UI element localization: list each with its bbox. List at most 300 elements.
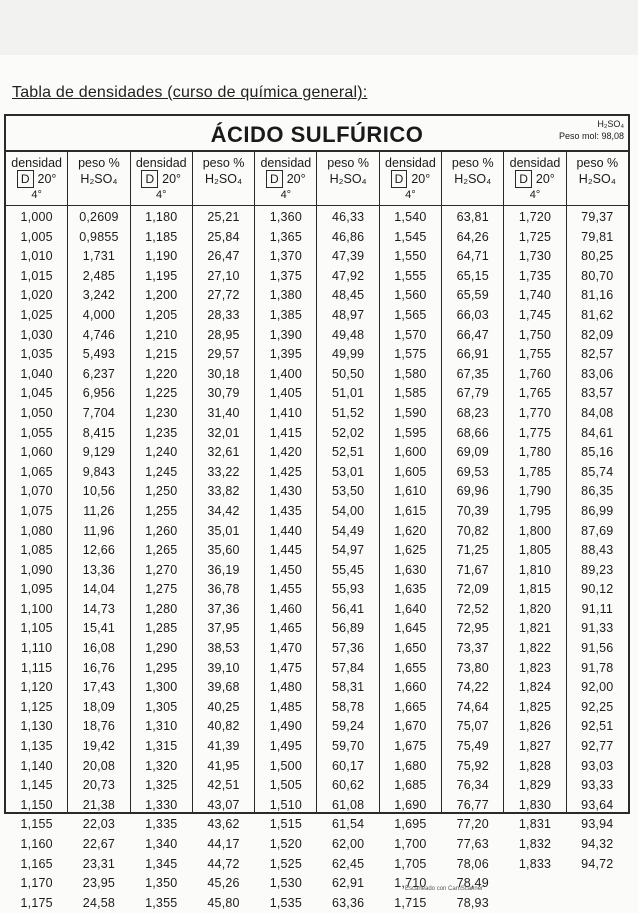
weight-percent-value: 37,95	[207, 621, 240, 636]
weight-percent-value: 56,41	[331, 601, 365, 616]
density-value: 1,710	[394, 876, 427, 891]
weight-percent-value: 50,50	[331, 366, 365, 381]
weight-percent-value: 59,70	[331, 739, 365, 754]
weight-percent-value: 76,77	[456, 797, 489, 812]
density-value: 1,485	[269, 699, 302, 714]
weight-percent-value: 61,08	[331, 797, 365, 812]
weight-header-formula: H₂SO₄	[329, 172, 367, 186]
table-banner	[6, 116, 628, 152]
weight-percent-value: 0,2609	[79, 210, 119, 224]
weight-percent-value: 82,09	[581, 327, 614, 342]
weight-percent-value: 30,18	[207, 366, 240, 381]
weight-percent-value: 11,26	[83, 503, 115, 518]
density-value: 1,760	[518, 366, 552, 381]
weight-percent-value: 22,03	[82, 817, 116, 832]
density-value: 1,355	[145, 895, 178, 910]
weight-percent-value: 59,24	[331, 719, 365, 734]
density-value: 1,280	[145, 601, 178, 616]
weight-percent-value: 3,242	[82, 288, 116, 303]
density-value: 1,140	[20, 758, 53, 773]
weight-percent-value: 72,95	[456, 621, 489, 636]
density-value: 1,833	[518, 856, 552, 871]
weight-percent-value: 63,81	[456, 210, 489, 224]
density-value: 1,829	[518, 778, 552, 793]
weight-percent-value: 8,415	[82, 425, 116, 440]
weight-percent-value: 54,49	[331, 523, 365, 538]
density-value: 1,180	[145, 210, 178, 224]
weight-percent-value: 85,16	[581, 445, 614, 460]
density-value: 1,715	[394, 895, 427, 910]
weight-percent-value: 91,56	[581, 641, 614, 656]
density-value: 1,185	[145, 229, 178, 244]
weight-percent-value: 23,95	[82, 876, 116, 891]
weight-percent-value: 75,92	[456, 758, 489, 773]
weight-percent-value: 46,33	[331, 210, 365, 224]
density-header-label: densidad	[509, 156, 561, 170]
density-value: 1,400	[269, 366, 302, 381]
density-value: 1,550	[394, 249, 427, 264]
weight-percent-value: 46,86	[331, 229, 365, 244]
density-value: 1,090	[20, 562, 53, 577]
weight-percent-value: 72,09	[456, 582, 489, 597]
weight-percent-value: 4,746	[82, 327, 116, 342]
density-value: 1,000	[20, 210, 53, 224]
density-value: 1,130	[20, 719, 53, 734]
density-value: 1,828	[518, 758, 552, 773]
weight-percent-value: 25,21	[207, 210, 240, 224]
weight-percent-value: 94,72	[581, 856, 614, 871]
weight-percent-value: 17,43	[82, 680, 116, 695]
weight-percent-value: 69,53	[456, 464, 489, 479]
weight-percent-value: 4,000	[82, 307, 116, 322]
density-symbol: D	[17, 170, 34, 188]
weight-percent-value: 65,59	[456, 288, 489, 303]
density-value: 1,395	[269, 347, 302, 362]
density-value: 1,822	[518, 641, 552, 656]
density-value: 1,155	[20, 817, 53, 832]
density-value: 1,475	[269, 660, 302, 675]
weight-percent-value: 51,01	[331, 386, 365, 401]
weight-percent-value: 2,485	[82, 268, 116, 283]
density-value: 1,625	[394, 543, 427, 558]
weight-percent-value: 22,67	[82, 837, 116, 851]
weight-percent-value: 44,17	[207, 837, 240, 851]
weight-percent-value: 80,25	[581, 249, 614, 264]
density-value: 1,827	[518, 739, 552, 754]
weight-percent-value: 79,81	[581, 229, 614, 244]
density-value: 1,480	[269, 680, 302, 695]
density-value: 1,655	[394, 660, 427, 675]
weight-percent-value: 62,91	[331, 876, 365, 891]
weight-header-formula: H₂SO₄	[80, 172, 118, 186]
density-value: 1,565	[394, 307, 427, 322]
weight-percent-value: 91,11	[581, 601, 613, 616]
density-header-label: densidad	[11, 156, 63, 170]
weight-percent-value: 77,63	[456, 837, 489, 851]
density-header	[6, 152, 67, 206]
weight-header	[567, 152, 628, 206]
weight-percent-value: 45,80	[207, 895, 240, 910]
weight-percent-value: 33,82	[207, 484, 240, 499]
weight-percent-value: 70,82	[456, 523, 489, 538]
density-temp: 20°	[535, 172, 555, 186]
density-value: 1,195	[145, 268, 178, 283]
density-value: 1,635	[394, 582, 427, 597]
weight-percent-value: 6,956	[82, 386, 116, 401]
weight-percent-value: 54,00	[331, 503, 365, 518]
weight-percent-value: 30,79	[207, 386, 240, 401]
weight-percent-value: 38,53	[207, 641, 240, 656]
density-value: 1,445	[269, 543, 302, 558]
weight-percent-value: 60,62	[331, 778, 365, 793]
density-value: 1,425	[269, 464, 302, 479]
density-header-label: densidad	[385, 156, 436, 170]
weight-percent-value: 86,35	[581, 484, 614, 499]
weight-percent-value: 69,96	[456, 484, 489, 499]
formula-label: H₂SO₄	[597, 119, 624, 129]
density-column	[380, 152, 442, 910]
density-value: 1,700	[394, 837, 427, 851]
density-value: 1,315	[145, 739, 178, 754]
weight-percent-value: 94,32	[581, 837, 614, 851]
weight-percent-value: 23,31	[82, 856, 116, 871]
weight-percent-value: 40,82	[207, 719, 240, 734]
density-value: 1,160	[20, 837, 53, 851]
weight-percent-value: 93,94	[581, 817, 614, 832]
density-value: 1,780	[518, 445, 552, 460]
density-value: 1,305	[145, 699, 178, 714]
density-column	[255, 152, 317, 910]
weight-percent-value: 34,42	[207, 503, 240, 518]
density-value: 1,375	[269, 268, 302, 283]
weight-percent-value: 27,10	[207, 268, 240, 283]
weight-percent-value: 29,57	[207, 347, 240, 362]
density-value: 1,665	[394, 699, 427, 714]
weight-percent-value: 81,62	[581, 307, 614, 322]
weight-percent-value: 78,93	[456, 895, 489, 910]
weight-header	[442, 152, 503, 206]
weight-percent-value: 82,57	[581, 347, 614, 362]
weight-percent-value: 41,39	[207, 739, 240, 754]
weight-header-formula: H₂SO₄	[205, 172, 243, 186]
weight-percent-value: 84,08	[581, 405, 614, 420]
density-value: 1,170	[20, 876, 53, 891]
banner-heading: ÁCIDO SULFÚRICO	[210, 122, 424, 147]
density-value: 1,035	[20, 347, 53, 362]
density-value: 1,095	[20, 582, 53, 597]
weight-percent-value: 93,03	[581, 758, 614, 773]
density-value: 1,290	[145, 641, 178, 656]
weight-percent-value: 58,78	[331, 699, 365, 714]
density-value: 1,695	[394, 817, 427, 832]
density-value: 1,555	[394, 268, 427, 283]
density-value: 1,085	[20, 543, 53, 558]
density-value: 1,610	[394, 484, 427, 499]
weight-percent-value: 5,493	[82, 347, 116, 362]
density-value: 1,370	[269, 249, 302, 264]
weight-percent-value: 24,58	[82, 895, 116, 910]
density-value: 1,560	[394, 288, 427, 303]
density-value: 1,540	[394, 210, 427, 224]
density-value: 1,065	[20, 464, 53, 479]
density-value: 1,430	[269, 484, 302, 499]
density-value: 1,775	[518, 425, 552, 440]
weight-percent-column	[317, 152, 379, 910]
density-value: 1,220	[145, 366, 178, 381]
page-title: Tabla de densidades (curso de química general):	[12, 84, 368, 101]
density-value: 1,545	[394, 229, 427, 244]
weight-header-label: peso %	[78, 156, 120, 170]
density-value: 1,570	[394, 327, 427, 342]
density-value: 1,320	[145, 758, 178, 773]
density-value: 1,145	[20, 778, 53, 793]
weight-percent-value: 92,77	[581, 739, 614, 754]
density-ref: 4°	[405, 189, 416, 201]
weight-percent-value: 21,38	[82, 797, 116, 812]
density-value: 1,831	[518, 817, 552, 832]
density-value: 1,010	[20, 249, 53, 264]
weight-percent-value: 42,51	[207, 778, 240, 793]
density-value: 1,826	[518, 719, 552, 734]
density-column	[504, 152, 566, 871]
weight-percent-value: 57,84	[331, 660, 365, 675]
density-value: 1,750	[518, 327, 552, 342]
density-ref: 4°	[155, 189, 167, 201]
weight-percent-value: 39,10	[207, 660, 240, 675]
density-value: 1,270	[145, 562, 178, 577]
density-value: 1,125	[20, 699, 53, 714]
weight-percent-value: 28,95	[207, 327, 240, 342]
weight-percent-value: 1,731	[82, 249, 116, 264]
density-value: 1,585	[394, 386, 427, 401]
density-value: 1,295	[145, 660, 178, 675]
density-ref: 4°	[529, 189, 541, 201]
weight-percent-value: 26,47	[207, 249, 240, 264]
density-value: 1,325	[145, 778, 178, 793]
weight-percent-value: 77,20	[456, 817, 489, 832]
density-value: 1,330	[145, 797, 178, 812]
density-value: 1,045	[20, 386, 53, 401]
density-value: 1,620	[394, 523, 427, 538]
weight-header-label: peso %	[451, 156, 494, 170]
weight-percent-value: 27,72	[207, 288, 240, 303]
weight-percent-value: 12,66	[82, 543, 116, 558]
density-value: 1,450	[269, 562, 302, 577]
weight-percent-value: 81,16	[581, 288, 614, 303]
density-value: 1,515	[269, 817, 302, 832]
weight-percent-value: 91,78	[581, 660, 614, 675]
weight-percent-value: 63,36	[331, 895, 365, 910]
weight-percent-value: 39,68	[207, 680, 240, 695]
density-value: 1,115	[20, 660, 53, 675]
density-value: 1,800	[518, 523, 552, 538]
density-value: 1,300	[145, 680, 178, 695]
weight-percent-value: 16,08	[82, 641, 116, 656]
weight-percent-value: 67,35	[456, 366, 489, 381]
weight-percent-column	[567, 152, 628, 871]
density-value: 1,530	[269, 876, 302, 891]
weight-percent-value: 36,78	[207, 582, 240, 597]
density-value: 1,575	[394, 347, 427, 362]
density-value: 1,785	[518, 464, 552, 479]
weight-percent-value: 84,61	[581, 425, 614, 440]
density-value: 1,235	[145, 425, 178, 440]
density-value: 1,685	[394, 778, 427, 793]
density-value: 1,490	[269, 719, 302, 734]
weight-percent-value: 40,25	[207, 699, 240, 714]
weight-percent-value: 28,33	[207, 307, 240, 322]
density-value: 1,600	[394, 445, 427, 460]
density-value: 1,210	[145, 327, 178, 342]
weight-percent-value: 70,39	[456, 503, 489, 518]
weight-percent-value: 83,06	[581, 366, 614, 381]
weight-percent-value: 71,25	[456, 543, 489, 558]
density-value: 1,755	[518, 347, 552, 362]
weight-header	[68, 152, 129, 206]
weight-percent-value: 52,02	[331, 425, 365, 440]
density-header	[504, 152, 565, 206]
weight-percent-value: 32,01	[207, 425, 240, 440]
weight-percent-value: 86,99	[581, 503, 614, 518]
density-value: 1,190	[145, 249, 178, 264]
weight-percent-value: 18,76	[82, 719, 116, 734]
density-header	[380, 152, 441, 206]
weight-percent-value: 74,22	[456, 680, 489, 695]
weight-percent-value: 36,19	[207, 562, 240, 577]
density-header-label: densidad	[135, 156, 187, 170]
weight-percent-value: 55,45	[331, 562, 365, 577]
density-value: 1,730	[518, 249, 552, 264]
weight-percent-value: 20,08	[82, 758, 116, 773]
weight-percent-value: 67,79	[456, 386, 489, 401]
density-value: 1,360	[269, 210, 302, 224]
weight-percent-value: 10,56	[82, 484, 116, 499]
scanner-watermark: Escaneado con CamScanner	[405, 886, 484, 892]
density-value: 1,255	[145, 503, 178, 518]
density-value: 1,015	[20, 268, 53, 283]
density-value: 1,055	[20, 425, 53, 440]
weight-percent-value: 74,64	[456, 699, 489, 714]
weight-percent-value: 33,22	[207, 464, 240, 479]
density-value: 1,275	[145, 582, 178, 597]
density-value: 1,605	[394, 464, 427, 479]
weight-percent-value: 48,97	[331, 307, 365, 322]
density-value: 1,495	[269, 739, 302, 754]
weight-percent-value: 6,237	[82, 366, 116, 381]
weight-header	[193, 152, 254, 206]
density-value: 1,050	[20, 405, 53, 420]
weight-percent-value: 45,26	[207, 876, 240, 891]
weight-percent-value: 78,06	[456, 856, 489, 871]
density-value: 1,590	[394, 405, 427, 420]
weight-percent-value: 66,91	[456, 347, 489, 362]
weight-percent-value: 89,23	[581, 562, 614, 577]
density-value: 1,345	[145, 856, 178, 871]
weight-percent-value: 13,36	[82, 562, 116, 577]
density-value: 1,824	[518, 680, 552, 695]
density-value: 1,745	[518, 307, 552, 322]
weight-percent-value: 75,07	[456, 719, 489, 734]
density-value: 1,415	[269, 425, 302, 440]
density-value: 1,770	[518, 405, 552, 420]
weight-percent-value: 78,49	[456, 876, 489, 891]
density-value: 1,020	[20, 288, 53, 303]
weight-percent-value: 62,45	[331, 856, 365, 871]
weight-percent-value: 87,69	[581, 523, 614, 538]
weight-percent-value: 15,41	[82, 621, 116, 636]
density-value: 1,060	[20, 445, 53, 460]
weight-percent-value: 61,54	[331, 817, 365, 832]
density-value: 1,660	[394, 680, 427, 695]
density-symbol: D	[515, 170, 532, 188]
density-value: 1,825	[518, 699, 552, 714]
density-value: 1,435	[269, 503, 302, 518]
density-ref: 4°	[31, 189, 42, 201]
weight-percent-value: 25,84	[207, 229, 240, 244]
density-value: 1,110	[20, 641, 53, 656]
density-value: 1,175	[20, 895, 53, 910]
density-value: 1,100	[20, 601, 53, 616]
weight-percent-value: 7,704	[82, 405, 116, 420]
density-symbol: D	[391, 170, 408, 188]
weight-percent-value: 68,66	[456, 425, 489, 440]
molar-mass-label: Peso mol: 98,08	[558, 131, 624, 141]
density-header-label: densidad	[260, 156, 312, 170]
density-value: 1,455	[269, 582, 302, 597]
weight-percent-value: 43,07	[207, 797, 240, 812]
weight-percent-value: 83,57	[581, 386, 614, 401]
weight-percent-value: 53,50	[331, 484, 365, 499]
density-value: 1,245	[145, 464, 178, 479]
weight-percent-value: 52,51	[331, 445, 365, 460]
density-value: 1,510	[269, 797, 302, 812]
density-value: 1,150	[20, 797, 53, 812]
density-value: 1,795	[518, 503, 552, 518]
density-value: 1,440	[269, 523, 302, 538]
density-value: 1,265	[145, 543, 178, 558]
density-value: 1,285	[145, 621, 178, 636]
weight-percent-value: 35,60	[207, 543, 240, 558]
density-value: 1,230	[145, 405, 178, 420]
weight-percent-value: 37,36	[207, 601, 240, 616]
weight-percent-value: 20,73	[82, 778, 116, 793]
weight-percent-value: 0,9855	[79, 229, 119, 244]
density-value: 1,385	[269, 307, 302, 322]
density-value: 1,420	[269, 445, 302, 460]
weight-percent-value: 69,09	[456, 445, 489, 460]
weight-percent-value: 31,40	[207, 405, 240, 420]
weight-percent-value: 88,43	[581, 543, 614, 558]
density-value: 1,505	[269, 778, 302, 793]
density-symbol: D	[266, 170, 283, 188]
density-value: 1,740	[518, 288, 552, 303]
density-value: 1,500	[269, 758, 302, 773]
density-value: 1,340	[145, 837, 178, 851]
density-value: 1,390	[269, 327, 302, 342]
weight-percent-value: 51,52	[331, 405, 365, 420]
weight-percent-value: 92,00	[581, 680, 614, 695]
density-temp: 20°	[162, 172, 182, 186]
weight-percent-value: 73,37	[456, 641, 489, 656]
scan-top-margin	[0, 0, 638, 55]
weight-percent-value: 92,25	[581, 699, 614, 714]
density-value: 1,310	[145, 719, 178, 734]
density-value: 1,690	[394, 797, 427, 812]
density-value: 1,680	[394, 758, 427, 773]
weight-header-label: peso %	[202, 156, 245, 170]
weight-percent-value: 16,76	[82, 660, 116, 675]
density-value: 1,365	[269, 229, 302, 244]
